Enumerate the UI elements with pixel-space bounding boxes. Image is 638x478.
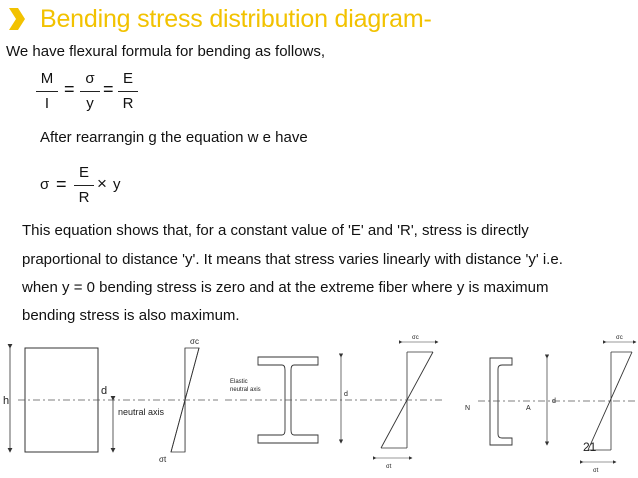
times-sign: × — [97, 174, 107, 193]
fraction-e-over-r — [74, 162, 94, 209]
fraction-bar — [74, 185, 94, 186]
d-label: d — [552, 398, 556, 405]
sigma-c-label: σc — [412, 335, 419, 341]
fraction-sigma-over-y — [80, 68, 100, 115]
n-label: N — [465, 405, 471, 412]
fraction-m-over-i — [36, 68, 58, 115]
sigma-t-label: σt — [159, 455, 167, 464]
denominator: I — [44, 95, 50, 112]
chevron-right-icon — [6, 7, 26, 31]
bending-stress-diagram — [0, 330, 638, 478]
neutral-axis-label: neutral axis — [230, 387, 261, 393]
numerator: E — [122, 70, 133, 87]
channel-cross-section — [490, 358, 512, 445]
paragraph-line: when y = 0 bending stress is zero and at the extreme fiber where y is maximum — [22, 279, 549, 296]
page-number: 21 — [583, 440, 597, 454]
denominator: R — [78, 189, 90, 206]
sigma-symbol: σ — [40, 176, 50, 193]
equals-sign: = — [64, 79, 75, 99]
equals-sign: = — [56, 174, 67, 194]
numerator: σ — [85, 70, 95, 87]
fraction-bar — [118, 91, 138, 92]
elastic-label: Elastic — [230, 379, 248, 385]
a-label: A — [526, 405, 531, 412]
fraction-bar — [80, 91, 100, 92]
numerator: E — [78, 164, 89, 181]
channel-section — [465, 335, 636, 474]
paragraph-line: bending stress is also maximum. — [22, 307, 240, 324]
slide-title: Bending stress distribution diagram- — [40, 4, 432, 33]
d-label: d — [344, 391, 348, 398]
denominator: R — [122, 95, 134, 112]
neutral-axis-label: neutral axis — [118, 407, 165, 417]
paragraph-line: praportional to distance 'y'. It means that stress varies linearly with distance 'y' i.e. — [22, 251, 563, 268]
fraction-bar — [36, 91, 58, 92]
denominator: y — [86, 95, 94, 112]
sigma-t-label: σt — [386, 464, 392, 470]
rectangular-section — [3, 337, 218, 464]
sigma-t-label: σt — [593, 468, 599, 474]
h-label: h — [3, 395, 10, 407]
sigma-c-label: σc — [190, 337, 199, 346]
slide-title-row — [6, 2, 432, 36]
fraction-e-over-r — [118, 68, 138, 115]
i-section — [225, 335, 445, 470]
numerator: M — [40, 70, 54, 87]
sigma-c-label: σc — [616, 335, 623, 341]
variable-y: y — [113, 176, 121, 193]
after-rearranging-text: After rearrangin g the equation w e have — [40, 129, 308, 146]
intro-text: We have flexural formula for bending as follows, — [6, 43, 326, 60]
paragraph-line: This equation shows that, for a constant value of 'E' and 'R', stress is directly — [22, 222, 529, 239]
equals-sign: = — [103, 79, 114, 99]
d-label: d — [101, 385, 108, 397]
